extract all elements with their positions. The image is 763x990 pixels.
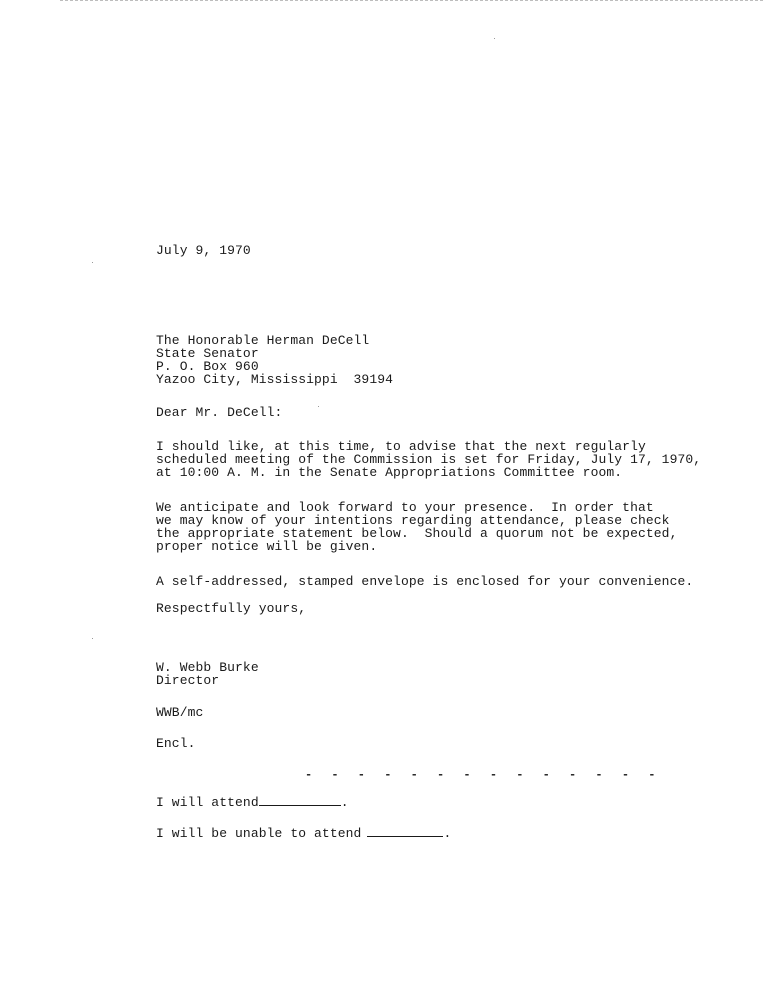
paragraph-enclosure-note: A self-addressed, stamped envelope is enclosed for your convenience. [156, 574, 694, 589]
paragraph-attendance-request [156, 501, 677, 553]
scan-speck [318, 406, 319, 407]
paragraph-2-line-1: We anticipate and look forward to your presence. In order that [156, 500, 654, 515]
paragraph-2-line-4: proper notice will be given. [156, 539, 378, 554]
unable-option-row [156, 825, 451, 840]
complimentary-closing: Respectfully yours, [156, 601, 307, 616]
scan-speck [92, 638, 93, 639]
paragraph-meeting-notice [156, 440, 701, 479]
separator-line: - - - - - - - - - - - - - - [305, 768, 662, 782]
unable-checkbox-blank[interactable] [367, 825, 443, 837]
scan-speck [494, 38, 495, 39]
address-line-1: The Honorable Herman DeCell [156, 333, 370, 348]
attend-option-row [156, 794, 349, 809]
salutation: Dear Mr. DeCell: [156, 405, 283, 420]
paragraph-1-line-1: I should like, at this time, to advise that the next regularly [156, 439, 646, 454]
address-line-4: Yazoo City, Mississippi 39194 [156, 372, 394, 387]
reference-initials: WWB/mc [156, 705, 204, 720]
signer-name: W. Webb Burke [156, 660, 259, 675]
paragraph-2-line-3: the appropriate statement below. Should a quorum not be expected, [156, 526, 678, 541]
address-line-3: P. O. Box 960 [156, 359, 259, 374]
unable-option-period: . [443, 826, 452, 841]
paragraph-1-line-3: at 10:00 A. M. in the Senate Appropriations Committee room. [156, 465, 623, 480]
enclosure-notation: Encl. [156, 736, 196, 751]
attend-option-period: . [340, 795, 349, 810]
signer-title: Director [156, 673, 220, 688]
letter-date: July 9, 1970 [156, 243, 251, 258]
page-top-edge [60, 0, 763, 1]
paragraph-2-line-2: we may know of your intentions regarding attendance, please check [156, 513, 670, 528]
paragraph-1-line-2: scheduled meeting of the Commission is set for Friday, July 17, 1970, [156, 452, 702, 467]
attend-option-label: I will attend [156, 795, 259, 810]
signature-block [156, 661, 259, 687]
scan-speck [92, 262, 93, 263]
unable-option-label: I will be unable to attend [156, 826, 362, 841]
address-line-2: State Senator [156, 346, 259, 361]
attend-checkbox-blank[interactable] [259, 794, 341, 806]
inside-address [156, 334, 393, 386]
